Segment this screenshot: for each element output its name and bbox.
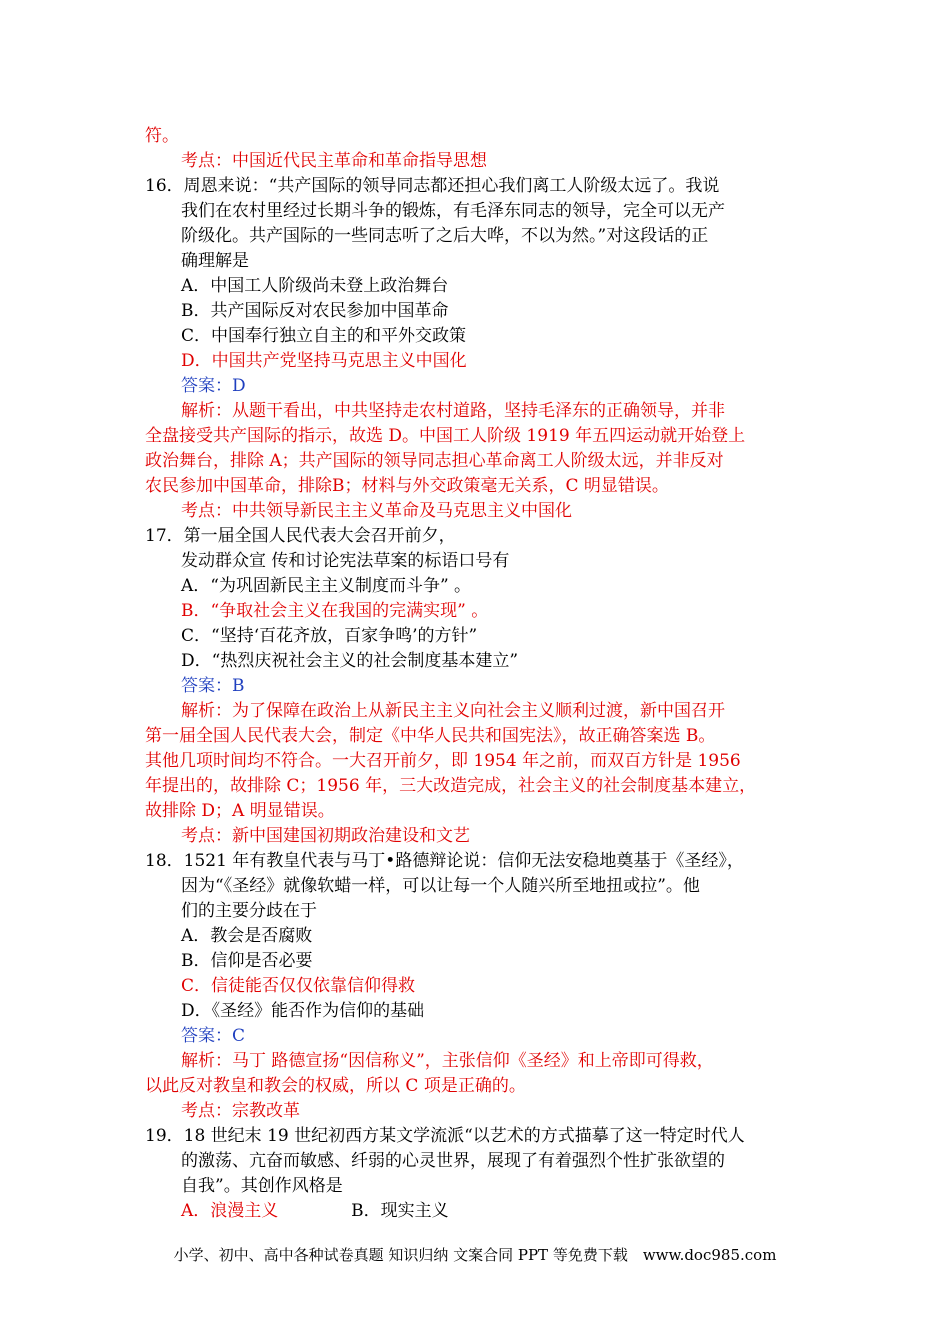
text-line: A．教会是否腐败 bbox=[181, 926, 313, 946]
text-line: 的激荡、亢奋而敏感、纤弱的心灵世界，展现了有着强烈个性扩张欲望的 bbox=[181, 1151, 725, 1171]
text-line: 年提出的，故排除 C；1956 年，三大改造完成，社会主义的社会制度基本建立， bbox=[145, 776, 757, 796]
text-line: D．中国共产党坚持马克思主义中国化 bbox=[181, 351, 467, 371]
text-line: 解析：从题干看出，中共坚持走农村道路，坚持毛泽东的正确领导，并非 bbox=[181, 401, 725, 421]
text-line: C．“坚持‘百花齐放，百家争鸣’的方针” bbox=[181, 626, 478, 646]
text-line: 第一届全国人民代表大会，制定《中华人民共和国宪法》，故正确答案选 B。 bbox=[145, 726, 716, 746]
text-line: D．《圣经》能否作为信仰的基础 bbox=[181, 1001, 425, 1021]
q19-option-b: B．现实主义 bbox=[351, 1201, 449, 1221]
text-line: 其他几项时间均不符合。一大召开前夕，即 1954 年之前，而双百方针是 1956 bbox=[145, 751, 741, 771]
text-line: 考点：宗教改革 bbox=[181, 1101, 300, 1121]
text-line: 农民参加中国革命，排除B；材料与外交政策毫无关系，C 明显错误。 bbox=[145, 476, 669, 496]
q19-option-a: A．浪漫主义 bbox=[181, 1201, 279, 1221]
text-line: C．中国奉行独立自主的和平外交政策 bbox=[181, 326, 467, 346]
text-line: 发动群众宣 传和讨论宪法草案的标语口号有 bbox=[181, 551, 510, 571]
text-line: 政治舞台，排除 A；共产国际的领导同志担心革命离工人阶级太远，并非反对 bbox=[145, 451, 724, 471]
page-footer: 小学、初中、高中各种试卷真题 知识归纳 文案合同 PPT 等免费下载 www.doc985.com bbox=[173, 1246, 777, 1264]
text-line: 解析：为了保障在政治上从新民主主义向社会主义顺利过渡，新中国召开 bbox=[181, 701, 725, 721]
text-line: 符。 bbox=[145, 126, 179, 146]
text-line: A．中国工人阶级尚未登上政治舞台 bbox=[181, 276, 449, 296]
text-line: 自我”。其创作风格是 bbox=[181, 1176, 343, 1196]
text-line: 以此反对教皇和教会的权威，所以 C 项是正确的。 bbox=[145, 1076, 526, 1096]
text-line: 考点：中共领导新民主主义革命及马克思主义中国化 bbox=[181, 501, 572, 521]
q19-options bbox=[181, 1199, 449, 1223]
text-line: 答案：C bbox=[181, 1026, 246, 1046]
text-line: 答案：D bbox=[181, 376, 246, 396]
text-line: B．“争取社会主义在我国的完满实现” 。 bbox=[181, 601, 489, 621]
text-line: C．信徒能否仅仅依靠信仰得救 bbox=[181, 976, 416, 996]
text-line: B．共产国际反对农民参加中国革命 bbox=[181, 301, 449, 321]
text-line: 阶级化。共产国际的一些同志听了之后大哗，不以为然。”对这段话的正 bbox=[181, 226, 709, 246]
text-line: 们的主要分歧在于 bbox=[181, 901, 317, 921]
text-line: 故排除 D；A 明显错误。 bbox=[145, 801, 335, 821]
text-line: 解析：马丁 路德宣扬“因信称义”，主张信仰《圣经》和上帝即可得救， bbox=[181, 1051, 714, 1071]
text-line: 19．18 世纪末 19 世纪初西方某文学流派“以艺术的方式描摹了这一特定时代人 bbox=[145, 1126, 745, 1146]
text-line: 确理解是 bbox=[181, 251, 249, 271]
text-line: 18．1521 年有教皇代表与马丁•路德辩论说：信仰无法安稳地奠基于《圣经》， bbox=[145, 851, 744, 871]
text-line: 我们在农村里经过长期斗争的锻炼，有毛泽东同志的领导，完全可以无产 bbox=[181, 201, 725, 221]
text-line: 考点：中国近代民主革命和革命指导思想 bbox=[181, 151, 487, 171]
text-line: D．“热烈庆祝社会主义的社会制度基本建立” bbox=[181, 651, 519, 671]
text-line: 考点：新中国建国初期政治建设和文艺 bbox=[181, 826, 470, 846]
text-line: 因为“《圣经》就像软蜡一样，可以让每一个人随兴所至地扭或拉”。他 bbox=[181, 876, 700, 896]
text-line: 全盘接受共产国际的指示，故选 D。中国工人阶级 1919 年五四运动就开始登上 bbox=[145, 426, 746, 446]
text-line: B．信仰是否必要 bbox=[181, 951, 313, 971]
text-line: 17．第一届全国人民代表大会召开前夕， bbox=[145, 526, 456, 546]
text-line: 答案：B bbox=[181, 676, 245, 696]
text-line: 16．周恩来说：“共产国际的领导同志都还担心我们离工人阶级太远了。我说 bbox=[145, 176, 720, 196]
text-line: A．“为巩固新民主主义制度而斗争” 。 bbox=[181, 576, 472, 596]
